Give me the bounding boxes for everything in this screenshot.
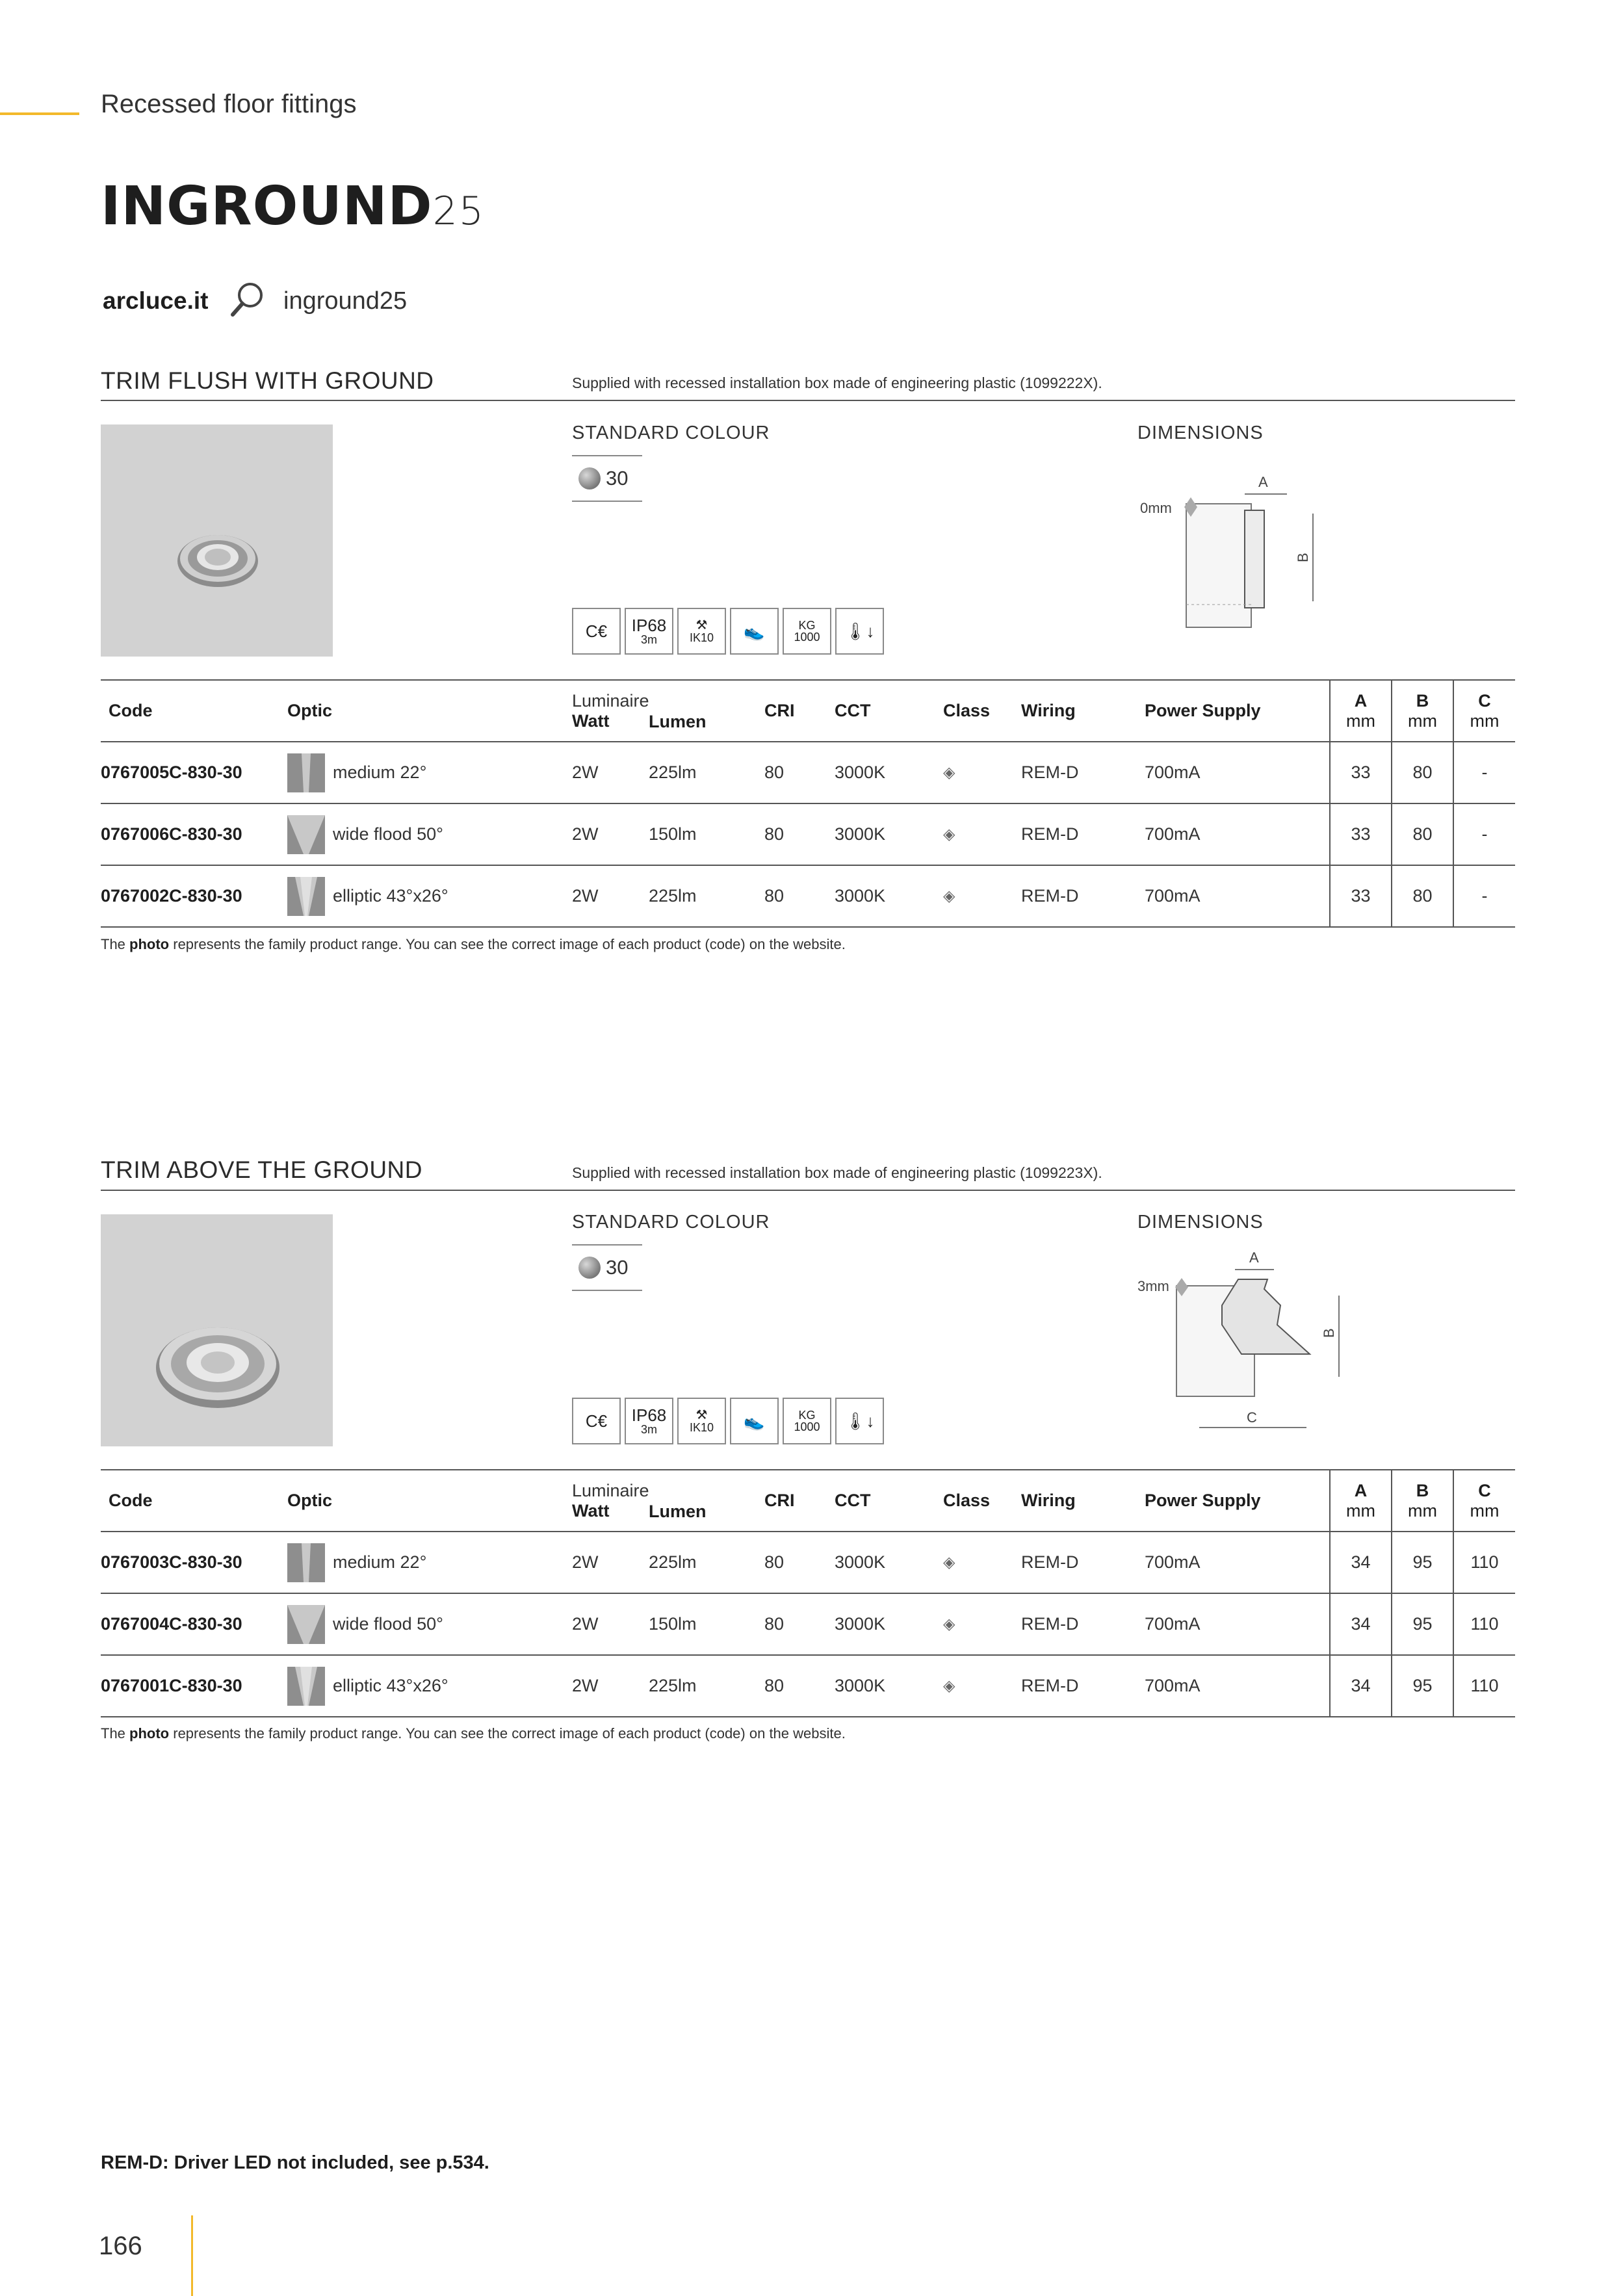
product-code[interactable]: 0767005C-830-30 [101, 763, 242, 782]
page-accent-line [191, 2215, 193, 2296]
website-label[interactable]: arcluce.it [103, 287, 209, 314]
class-iii-icon: ◈ [943, 887, 955, 905]
load-value: 1000 [794, 631, 820, 644]
table-row[interactable] [101, 1532, 1515, 1593]
table-row[interactable] [101, 803, 1515, 865]
cct: 3000K [835, 763, 886, 782]
col-b: B mm [1392, 680, 1453, 742]
class-iii-icon: ◈ [943, 1677, 955, 1695]
watt: 2W [572, 763, 599, 782]
watt: 2W [572, 1552, 599, 1572]
certification-icons [572, 1398, 884, 1444]
col-optic: Optic [287, 1491, 333, 1510]
impact-rating-icon: ⚒ IK10 [677, 1398, 726, 1444]
standard-colour-heading: STANDARD COLOUR [572, 1212, 770, 1233]
optic-medium-icon [287, 1543, 325, 1582]
col-b: B mm [1392, 1470, 1453, 1532]
class-iii-icon: ◈ [943, 1554, 955, 1571]
walkable-shoe-icon: 👟 [730, 1398, 779, 1444]
low-temperature-icon: 🌡↓ [835, 1398, 884, 1444]
ip-depth: 3m [640, 633, 657, 646]
certification-icons [572, 608, 884, 655]
col-cct: CCT [835, 701, 871, 720]
watt: 2W [572, 1676, 599, 1695]
lumen: 225lm [649, 886, 697, 906]
dimensions-heading: DIMENSIONS [1137, 1212, 1264, 1233]
product-code[interactable]: 0767004C-830-30 [101, 1614, 242, 1634]
title-main: INGROUND [101, 176, 433, 237]
col-cri: CRI [764, 1491, 795, 1510]
section-title-flush: TRIM FLUSH WITH GROUND [101, 367, 434, 394]
wiring: REM-D [1021, 763, 1079, 782]
class-iii-icon: ◈ [943, 826, 955, 843]
col-luminaire: Luminaire [572, 1480, 649, 1500]
load-kg: KG [798, 619, 816, 632]
dimension-diagram-above [1131, 1247, 1345, 1435]
optic-wide-flood-icon [287, 1605, 325, 1644]
section-divider [101, 1190, 1515, 1191]
grey-swatch [578, 467, 601, 489]
dim-b: 80 [1392, 865, 1453, 927]
load-weight-icon [783, 608, 831, 655]
dim-a: 34 [1330, 1593, 1392, 1655]
product-photo-above [101, 1214, 333, 1446]
ip-rating-icon [625, 1398, 673, 1444]
optic-label: elliptic 43°x26° [333, 1676, 448, 1695]
colour-swatch-item[interactable] [572, 1244, 642, 1291]
lumen: 150lm [649, 824, 697, 844]
lumen: 150lm [649, 1614, 697, 1634]
product-code[interactable]: 0767006C-830-30 [101, 824, 242, 844]
lumen: 225lm [649, 1552, 697, 1572]
col-watt: Luminaire Watt [572, 1480, 649, 1520]
power-supply: 700mA [1145, 824, 1201, 844]
optic-elliptic-icon [287, 877, 325, 916]
cct: 3000K [835, 886, 886, 906]
lumen: 225lm [649, 1676, 697, 1695]
product-table-flush [101, 679, 1515, 928]
ik-rating: IK10 [689, 631, 714, 644]
section-note-above: Supplied with recessed installation box made of engineering plastic (1099223X). [572, 1164, 1102, 1181]
dim-a: 33 [1330, 865, 1392, 927]
col-a: A mm [1330, 680, 1392, 742]
table-row[interactable] [101, 1655, 1515, 1717]
optic-elliptic-icon [287, 1667, 325, 1706]
product-code[interactable]: 0767001C-830-30 [101, 1676, 242, 1695]
lumen: 225lm [649, 763, 697, 782]
load-kg: KG [798, 1409, 816, 1422]
optic-label: medium 22° [333, 763, 427, 782]
table-header-row [101, 680, 1515, 742]
col-cct: CCT [835, 1491, 871, 1510]
class-iii-icon: ◈ [943, 1615, 955, 1633]
dim-a: 33 [1330, 742, 1392, 803]
col-a: A mm [1330, 1470, 1392, 1532]
ce-mark-icon: C€ [572, 1398, 621, 1444]
title-number: 25 [432, 189, 485, 234]
wiring: REM-D [1021, 824, 1079, 844]
standard-colour-heading: STANDARD COLOUR [572, 423, 770, 443]
power-supply: 700mA [1145, 1614, 1201, 1634]
optic-medium-icon [287, 753, 325, 792]
cct: 3000K [835, 824, 886, 844]
cct: 3000K [835, 1676, 886, 1695]
optic-label: medium 22° [333, 1552, 427, 1572]
dim-offset: 3mm [1137, 1278, 1169, 1294]
dim-b: 95 [1392, 1532, 1453, 1593]
optic-label: wide flood 50° [333, 1614, 443, 1634]
col-optic: Optic [287, 701, 333, 720]
col-cri: CRI [764, 701, 795, 720]
dim-b: 80 [1392, 742, 1453, 803]
load-value: 1000 [794, 1420, 820, 1433]
dim-a: 34 [1330, 1655, 1392, 1717]
colour-swatch-item[interactable] [572, 455, 642, 502]
search-icon[interactable] [229, 281, 265, 319]
optic-label: elliptic 43°x26° [333, 886, 448, 906]
power-supply: 700mA [1145, 1676, 1201, 1695]
ce-mark-icon: C€ [572, 608, 621, 655]
ip-depth: 3m [640, 1423, 657, 1436]
product-code[interactable]: 0767003C-830-30 [101, 1552, 242, 1572]
colour-code: 30 [606, 467, 629, 489]
dim-a: 34 [1330, 1532, 1392, 1593]
dim-a: 33 [1330, 803, 1392, 865]
dim-c: 110 [1453, 1532, 1515, 1593]
page-number: 166 [99, 2232, 142, 2260]
optic-wide-flood-icon [287, 815, 325, 854]
product-photo-flush [101, 424, 333, 657]
table-header-row [101, 1470, 1515, 1532]
colour-code: 30 [606, 1256, 629, 1279]
col-power: Power Supply [1145, 1491, 1261, 1510]
optic-label: wide flood 50° [333, 824, 443, 844]
dim-label-a: A [1258, 474, 1268, 490]
product-code[interactable]: 0767002C-830-30 [101, 886, 242, 906]
search-keyword[interactable]: inground25 [283, 287, 408, 315]
wiring: REM-D [1021, 1552, 1079, 1572]
watt: 2W [572, 824, 599, 844]
dim-c: 110 [1453, 1593, 1515, 1655]
col-lumen: Lumen [649, 712, 707, 731]
section-note-flush: Supplied with recessed installation box made of engineering plastic (1099222X). [572, 374, 1102, 391]
watt: 2W [572, 886, 599, 906]
col-code: Code [109, 701, 153, 720]
class-iii-icon: ◈ [943, 764, 955, 781]
wiring: REM-D [1021, 886, 1079, 906]
col-wiring: Wiring [1021, 1491, 1076, 1510]
power-supply: 700mA [1145, 886, 1201, 906]
dimensions-heading: DIMENSIONS [1137, 423, 1264, 443]
ik-rating: IK10 [689, 1421, 714, 1434]
col-power: Power Supply [1145, 701, 1261, 720]
dim-c: - [1453, 865, 1515, 927]
col-class: Class [943, 701, 991, 720]
table-row[interactable] [101, 1593, 1515, 1655]
cri: 80 [764, 763, 785, 782]
cri: 80 [764, 1614, 785, 1634]
col-class: Class [943, 1491, 991, 1510]
cri: 80 [764, 886, 785, 906]
dim-c: 110 [1453, 1655, 1515, 1717]
dim-c: - [1453, 803, 1515, 865]
dim-c: - [1453, 742, 1515, 803]
power-supply: 700mA [1145, 1552, 1201, 1572]
ip-rating-icon [625, 608, 673, 655]
dim-b: 95 [1392, 1593, 1453, 1655]
product-table-above [101, 1469, 1515, 1717]
walkable-shoe-icon: 👟 [730, 608, 779, 655]
low-temperature-icon: 🌡↓ [835, 608, 884, 655]
impact-rating-icon: ⚒ IK10 [677, 608, 726, 655]
section-divider [101, 400, 1515, 401]
col-luminaire: Luminaire [572, 690, 649, 711]
col-watt: Luminaire Watt [572, 690, 649, 731]
col-lumen: Lumen [649, 1502, 707, 1521]
col-code: Code [109, 1491, 153, 1510]
dim-label-a: A [1249, 1249, 1259, 1266]
cri: 80 [764, 1676, 785, 1695]
cct: 3000K [835, 1614, 886, 1634]
dim-label-c: C [1247, 1409, 1257, 1426]
power-supply: 700mA [1145, 763, 1201, 782]
wiring: REM-D [1021, 1614, 1079, 1634]
table-row[interactable] [101, 742, 1515, 803]
cct: 3000K [835, 1552, 886, 1572]
load-weight-icon [783, 1398, 831, 1444]
cri: 80 [764, 824, 785, 844]
table-row[interactable] [101, 865, 1515, 927]
watt: 2W [572, 1614, 599, 1634]
product-title [101, 176, 485, 237]
ip-rating: IP68 [631, 1405, 667, 1425]
category-label: Recessed floor fittings [101, 90, 357, 118]
dimension-diagram-flush [1131, 471, 1345, 634]
dim-offset: 0mm [1140, 500, 1172, 516]
dim-label-b: B [1321, 1328, 1337, 1338]
category-accent-line [0, 112, 79, 115]
dim-b: 95 [1392, 1655, 1453, 1717]
col-c: C mm [1453, 1470, 1515, 1532]
section-title-above: TRIM ABOVE THE GROUND [101, 1156, 422, 1183]
col-c: C mm [1453, 680, 1515, 742]
dim-b: 80 [1392, 803, 1453, 865]
footnote-above: The photo represents the family product range. You can see the correct image of each product (code) on the website. [101, 1725, 846, 1742]
footnote-flush: The photo represents the family product range. You can see the correct image of each product (code) on the website. [101, 936, 846, 952]
cri: 80 [764, 1552, 785, 1572]
ip-rating: IP68 [631, 616, 667, 635]
wiring: REM-D [1021, 1676, 1079, 1695]
dim-label-b: B [1295, 553, 1311, 562]
rem-d-note: REM-D: Driver LED not included, see p.534. [101, 2152, 489, 2173]
col-wiring: Wiring [1021, 701, 1076, 720]
grey-swatch [578, 1257, 601, 1279]
